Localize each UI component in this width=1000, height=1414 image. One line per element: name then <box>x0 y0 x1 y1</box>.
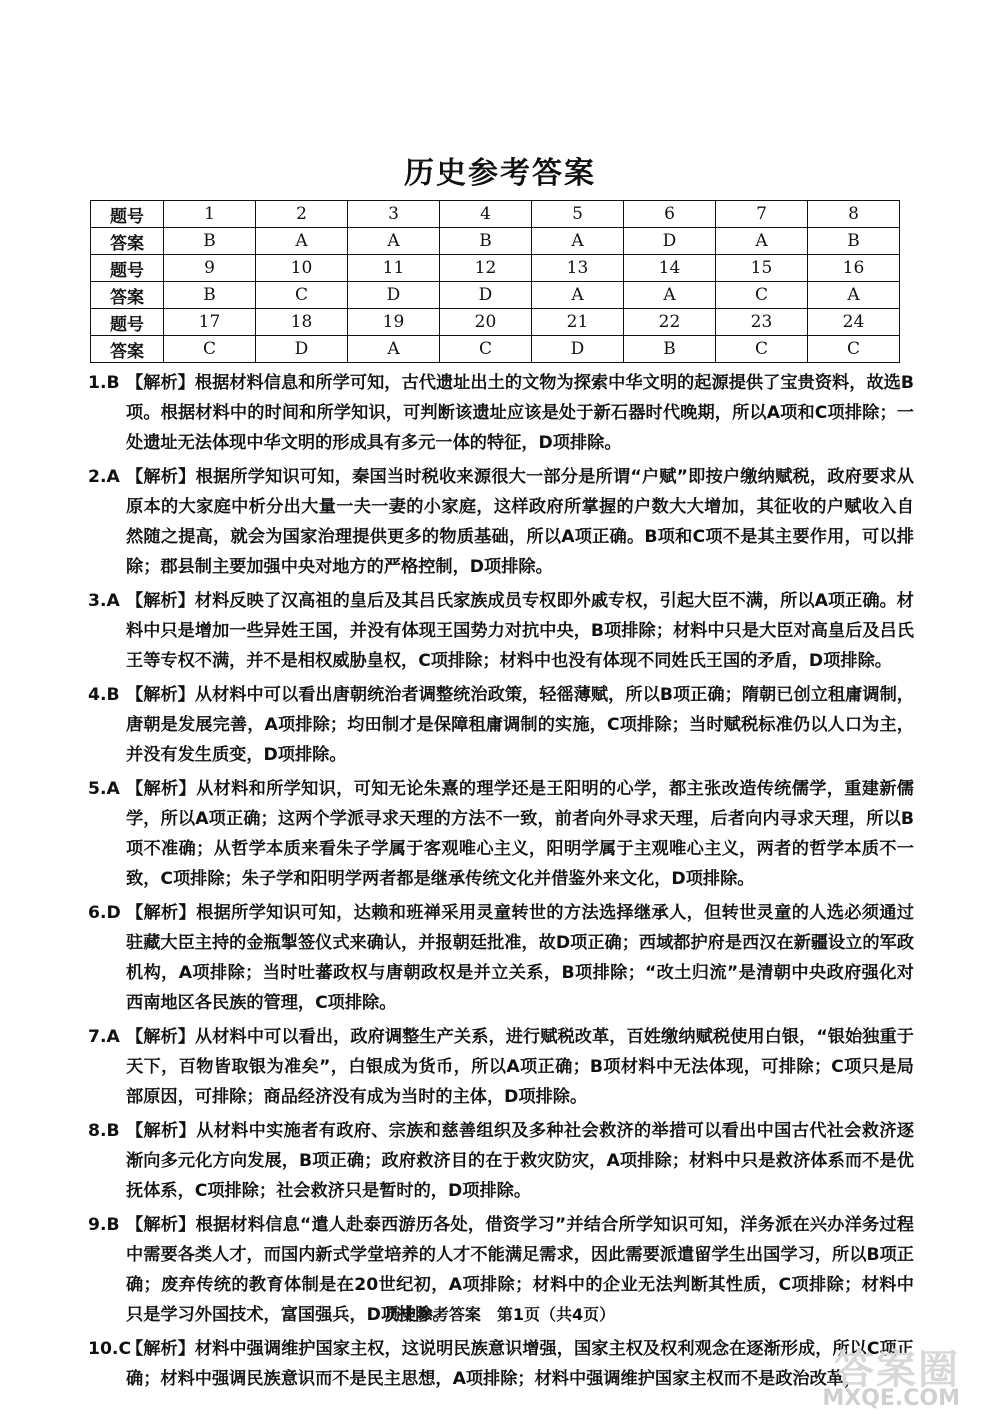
table-row <box>91 336 900 363</box>
explanation-item <box>88 368 914 458</box>
table-cell: D <box>624 228 716 255</box>
explanation-text: 【解析】从材料中实施者有政府、宗族和慈善组织及多种社会救济的举措可以看出中国古代社会救济逐渐向多元化方向发展，B项正确；政府救济目的在于救灾防灾，A项排除；材料中只是救济体系而不是优抚体系，C项排除；社会救济只是暂时的，D项排除。 <box>126 1121 914 1201</box>
table-cell: A <box>716 228 808 255</box>
question-number: 5.A <box>88 779 120 799</box>
question-number: 7.A <box>88 1027 120 1047</box>
table-cell: B <box>624 336 716 363</box>
table-cell: 6 <box>624 201 716 228</box>
table-cell: C <box>164 336 256 363</box>
table-cell: 9 <box>164 255 256 282</box>
table-cell: 14 <box>624 255 716 282</box>
question-number: 10.C <box>88 1339 132 1359</box>
table-cell: 10 <box>256 255 348 282</box>
explanation-item <box>88 680 914 770</box>
explanation-item <box>88 1116 914 1206</box>
table-row <box>91 282 900 309</box>
row-label: 答案 <box>91 336 164 363</box>
table-cell: C <box>256 282 348 309</box>
watermark-logo: 答案圈 <box>834 1347 960 1393</box>
table-cell: D <box>256 336 348 363</box>
table-row <box>91 309 900 336</box>
table-cell: 7 <box>716 201 808 228</box>
table-cell: C <box>440 336 532 363</box>
table-cell: A <box>532 282 624 309</box>
row-label: 答案 <box>91 282 164 309</box>
table-cell: B <box>808 228 900 255</box>
row-label: 题号 <box>91 309 164 336</box>
table-row <box>91 255 900 282</box>
table-cell: A <box>808 282 900 309</box>
table-cell: 11 <box>348 255 440 282</box>
page-title: 历史参考答案 <box>404 156 596 191</box>
table-cell: C <box>808 336 900 363</box>
explanation-text: 【解析】根据材料信息和所学可知，古代遗址出土的文物为探索中华文明的起源提供了宝贵资料，故选B项。根据材料中的时间和所学知识，可判断该遗址应该是处于新石器时代晚期，所以A项和C项排除；一处遗址无法体现中华文明的形成具有多元一体的特征，D项排除。 <box>126 373 914 453</box>
table-cell: 12 <box>440 255 532 282</box>
table-cell: 2 <box>256 201 348 228</box>
question-number: 9.B <box>88 1215 120 1235</box>
explanation-item <box>88 898 914 1018</box>
table-cell: A <box>256 228 348 255</box>
table-cell: A <box>624 282 716 309</box>
table-cell: C <box>716 282 808 309</box>
table-cell: D <box>440 282 532 309</box>
row-label: 答案 <box>91 228 164 255</box>
explanation-text: 【解析】根据所学知识可知，达赖和班禅采用灵童转世的方法选择继承人，但转世灵童的人选必须通过驻藏大臣主持的金瓶掣签仪式来确认，并报朝廷批准，故D项正确；西域都护府是西汉在新疆设立的军政机构，A项排除；当时吐蕃政权与唐朝政权是并立关系，B项排除；“改土归流”是清朝中央政府强化对西南地区各民族的管理，C项排除。 <box>126 903 914 1013</box>
table-cell: 22 <box>624 309 716 336</box>
table-cell: D <box>348 282 440 309</box>
table-row <box>91 228 900 255</box>
table-cell: 21 <box>532 309 624 336</box>
table-cell: D <box>532 336 624 363</box>
explanation-text: 【解析】材料反映了汉高祖的皇后及其吕氏家族成员专权即外戚专权，引起大臣不满，所以A项正确。材料中只是增加一些异姓王国，并没有体现王国势力对抗中央，B项排除；材料中只是大臣对高皇后及吕氏王等专权不满，并不是相权威胁皇权，C项排除；材料中也没有体现不同姓氏王国的矛盾，D项排除。 <box>126 591 914 671</box>
table-row <box>91 201 900 228</box>
table-cell: B <box>164 282 256 309</box>
table-cell: 13 <box>532 255 624 282</box>
table-cell: 20 <box>440 309 532 336</box>
question-number: 3.A <box>88 591 120 611</box>
table-cell: 19 <box>348 309 440 336</box>
table-cell: 4 <box>440 201 532 228</box>
table-cell: 16 <box>808 255 900 282</box>
question-number: 6.D <box>88 903 121 923</box>
explanation-text: 【解析】从材料中可以看出唐朝统治者调整统治政策，轻徭薄赋，所以B项正确；隋朝已创立租庸调制，唐朝是发展完善，A项排除；均田制才是保障租庸调制的实施，C项排除；当时赋税标准仍以人口为主，并没有发生质变，D项排除。 <box>126 685 914 765</box>
explanation-item <box>88 774 914 894</box>
explanations-section <box>88 368 914 1398</box>
page-footer: 历史参考答案 第1页（共4页） <box>384 1305 616 1324</box>
table-cell: 15 <box>716 255 808 282</box>
table-cell: 23 <box>716 309 808 336</box>
table-cell: A <box>348 228 440 255</box>
table-cell: 17 <box>164 309 256 336</box>
table-cell: A <box>348 336 440 363</box>
explanation-text: 【解析】根据所学知识可知，秦国当时税收来源很大一部分是所谓“户赋”即按户缴纳赋税，政府要求从原本的大家庭中析分出大量一夫一妻的小家庭，这样政府所掌握的户数大大增加，其征收的户赋收入自然随之提高，就会为国家治理提供更多的物质基础，所以A项正确。B项和C项不是其主要作用，可以排除；郡县制主要加强中央对地方的严格控制，D项排除。 <box>126 467 914 577</box>
explanation-item <box>88 586 914 676</box>
row-label: 题号 <box>91 255 164 282</box>
question-number: 2.A <box>88 467 120 487</box>
table-cell: 8 <box>808 201 900 228</box>
table-cell: 18 <box>256 309 348 336</box>
explanation-item <box>88 1334 914 1394</box>
question-number: 1.B <box>88 373 120 393</box>
watermark-url: MXQE.COM <box>822 1386 960 1411</box>
explanation-item <box>88 1022 914 1112</box>
row-label: 题号 <box>91 201 164 228</box>
table-cell: 1 <box>164 201 256 228</box>
table-cell: 5 <box>532 201 624 228</box>
table-cell: A <box>532 228 624 255</box>
table-cell: B <box>440 228 532 255</box>
table-cell: 24 <box>808 309 900 336</box>
table-cell: 3 <box>348 201 440 228</box>
explanation-item <box>88 462 914 582</box>
explanation-text: 【解析】根据材料信息“遣人赴泰西游历各处，借资学习”并结合所学知识可知，洋务派在兴办洋务过程中需要各类人才，而国内新式学堂培养的人才不能满足需求，因此需要派遣留学生出国学习，所以B项正确；废弃传统的教育体制是在20世纪初，A项排除；材料中的企业无法判断其性质，C项排除；材料中只是学习外国技术，富国强兵，D项排除。 <box>126 1215 914 1325</box>
question-number: 4.B <box>88 685 120 705</box>
answer-table <box>90 200 900 363</box>
explanation-text: 【解析】材料中强调维护国家主权，这说明民族意识增强，国家主权及权利观念在逐渐形成，所以C项正确；材料中强调民族意识而不是民主思想，A项排除；材料中强调维护国家主权而不是政治改革， <box>126 1339 914 1389</box>
question-number: 8.B <box>88 1121 120 1141</box>
table-cell: C <box>716 336 808 363</box>
explanation-text: 【解析】从材料和所学知识，可知无论朱熹的理学还是王阳明的心学，都主张改造传统儒学，重建新儒学，所以A项正确；这两个学派寻求天理的方法不一致，前者向外寻求天理，后者向内寻求天理，所以B项不准确；从哲学本质来看朱子学属于客观唯心主义，阳明学属于主观唯心主义，两者的哲学本质不一致，C项排除；朱子学和阳明学两者都是继承传统文化并借鉴外来文化，D项排除。 <box>126 779 914 889</box>
explanation-text: 【解析】从材料中可以看出，政府调整生产关系，进行赋税改革，百姓缴纳赋税使用白银，“银始独重于天下，百物皆取银为准矣”，白银成为货币，所以A项正确；B项材料中无法体现，可排除；C项只是局部原因，可排除；商品经济没有成为当时的主体，D项排除。 <box>126 1027 914 1107</box>
table-cell: B <box>164 228 256 255</box>
